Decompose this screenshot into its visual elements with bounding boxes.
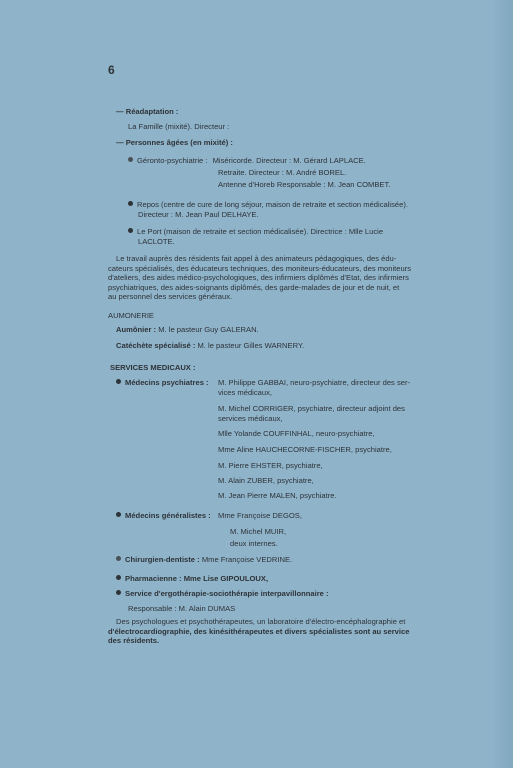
medical-para-line2: d'électrocardiographie, des kinésithérapeutes et divers spécialistes sont au service	[108, 626, 410, 636]
port-line1: Le Port (maison de retraite et section médicalisée). Directrice : Mlle Lucie	[137, 227, 384, 236]
repos-line2: Directeur : M. Jean Paul DELHAYE.	[138, 210, 259, 219]
psychiatre-line: services médicaux,	[218, 414, 283, 423]
staff-para-line2: cateurs spécialisés, des éducateurs techniques, des moniteurs-éducateurs, des moniteurs	[108, 263, 412, 273]
repos-item	[128, 200, 408, 209]
personnes-agees-heading: — Personnes âgées (en mixité) :	[116, 138, 233, 147]
bullet-icon	[128, 228, 133, 233]
ergo-label: Service d'ergothérapie-sociothérapie interpavillonnaire :	[125, 589, 329, 598]
bullet-icon	[116, 575, 121, 580]
geronto-line3: Antenne d'Horeb Responsable : M. Jean COMBET.	[218, 180, 391, 189]
psychiatres-item	[116, 378, 209, 387]
page-number: 6	[108, 63, 115, 77]
bullet-icon	[128, 157, 133, 162]
catechete-label: Catéchète spécialisé :	[116, 341, 196, 350]
generaliste-line: deux internes.	[230, 539, 278, 548]
aumonier-value: M. le pasteur Guy GALERAN.	[158, 325, 259, 334]
page-edge-shadow	[491, 0, 513, 768]
catechete-value: M. le pasteur Gilles WARNERY.	[197, 341, 305, 350]
pharmacienne-label: Pharmacienne :	[125, 574, 182, 583]
pharmacienne-value: Mme Lise GIPOULOUX,	[183, 574, 269, 583]
geronto-line1: Miséricorde. Directeur : M. Gérard LAPLACE.	[212, 156, 366, 165]
bullet-icon	[128, 201, 133, 206]
chirurgien-item	[116, 555, 292, 564]
staff-para-line3: d'ateliers, des aides médico-psychologiques, des infirmiers diplômés d'Etat, des infirmiers	[108, 273, 409, 282]
geronto-item	[128, 156, 366, 165]
ergo-responsable: Responsable : M. Alain DUMAS	[128, 604, 236, 613]
aumonerie-heading: AUMONERIE	[108, 311, 154, 320]
psychiatre-line: Mlle Yolande COUFFINHAL, neuro-psychiatre,	[218, 429, 375, 438]
catechete-line	[116, 341, 304, 350]
port-item	[128, 227, 383, 236]
generalistes-item	[116, 511, 211, 520]
repos-line1: Repos (centre de cure de long séjour, maison de retraite et section médicalisée).	[137, 200, 408, 209]
geronto-label: Géronto-psychiatrie :	[137, 156, 208, 165]
readaptation-heading: — Réadaptation :	[116, 107, 179, 116]
medical-para-line3: des résidents.	[108, 636, 160, 645]
bullet-icon	[116, 556, 121, 561]
ergo-item	[116, 589, 329, 598]
psychiatre-line: M. Pierre EHSTER, psychiatre,	[218, 461, 323, 470]
psychiatre-line: M. Philippe GABBAI, neuro-psychiatre, directeur des ser-	[218, 378, 411, 387]
bullet-icon	[116, 590, 121, 595]
staff-para-line4: psychiatriques, des aides-soignants diplômés, des garde-malades de jour et de nuit, et	[108, 282, 400, 292]
staff-para-line1: Le travail auprès des résidents fait appel à des animateurs pédagogiques, des édu-	[116, 254, 397, 263]
psychiatres-label: Médecins psychiatres :	[125, 378, 209, 387]
bullet-icon	[116, 512, 121, 517]
aumonier-label: Aumônier :	[116, 325, 157, 334]
generalistes-label: Médecins généralistes :	[125, 511, 211, 520]
psychiatre-line: M. Michel CORRIGER, psychiatre, directeur adjoint des	[218, 404, 405, 413]
aumonier-line	[116, 325, 259, 334]
staff-para-line5: au personnel des services généraux.	[108, 292, 233, 301]
pharmacienne-item	[116, 574, 268, 583]
medical-para-line1: Des psychologues et psychothérapeutes, un laboratoire d'électro-encéphalographie et	[116, 617, 406, 626]
chirurgien-value: Mme Françoise VEDRINE.	[201, 555, 293, 564]
bullet-icon	[116, 379, 121, 384]
services-medicaux-heading: SERVICES MEDICAUX :	[110, 363, 196, 372]
psychiatre-line: M. Jean Pierre MALEN, psychiatre.	[218, 491, 337, 500]
geronto-line2: Retraite. Directeur : M. André BOREL.	[218, 168, 347, 177]
generaliste-line: M. Michel MUIR,	[230, 527, 287, 536]
generaliste-line: Mme Françoise DEGOS,	[218, 511, 302, 520]
port-line2: LACLOTE.	[138, 237, 175, 246]
psychiatre-line: Mme Aline HAUCHECORNE-FISCHER, psychiatre,	[218, 445, 392, 454]
chirurgien-label: Chirurgien-dentiste :	[125, 555, 200, 564]
psychiatre-line: M. Alain ZUBER, psychiatre,	[218, 476, 314, 485]
psychiatre-line: vices médicaux,	[218, 388, 273, 397]
famille-line: La Famille (mixité). Directeur :	[128, 122, 230, 131]
